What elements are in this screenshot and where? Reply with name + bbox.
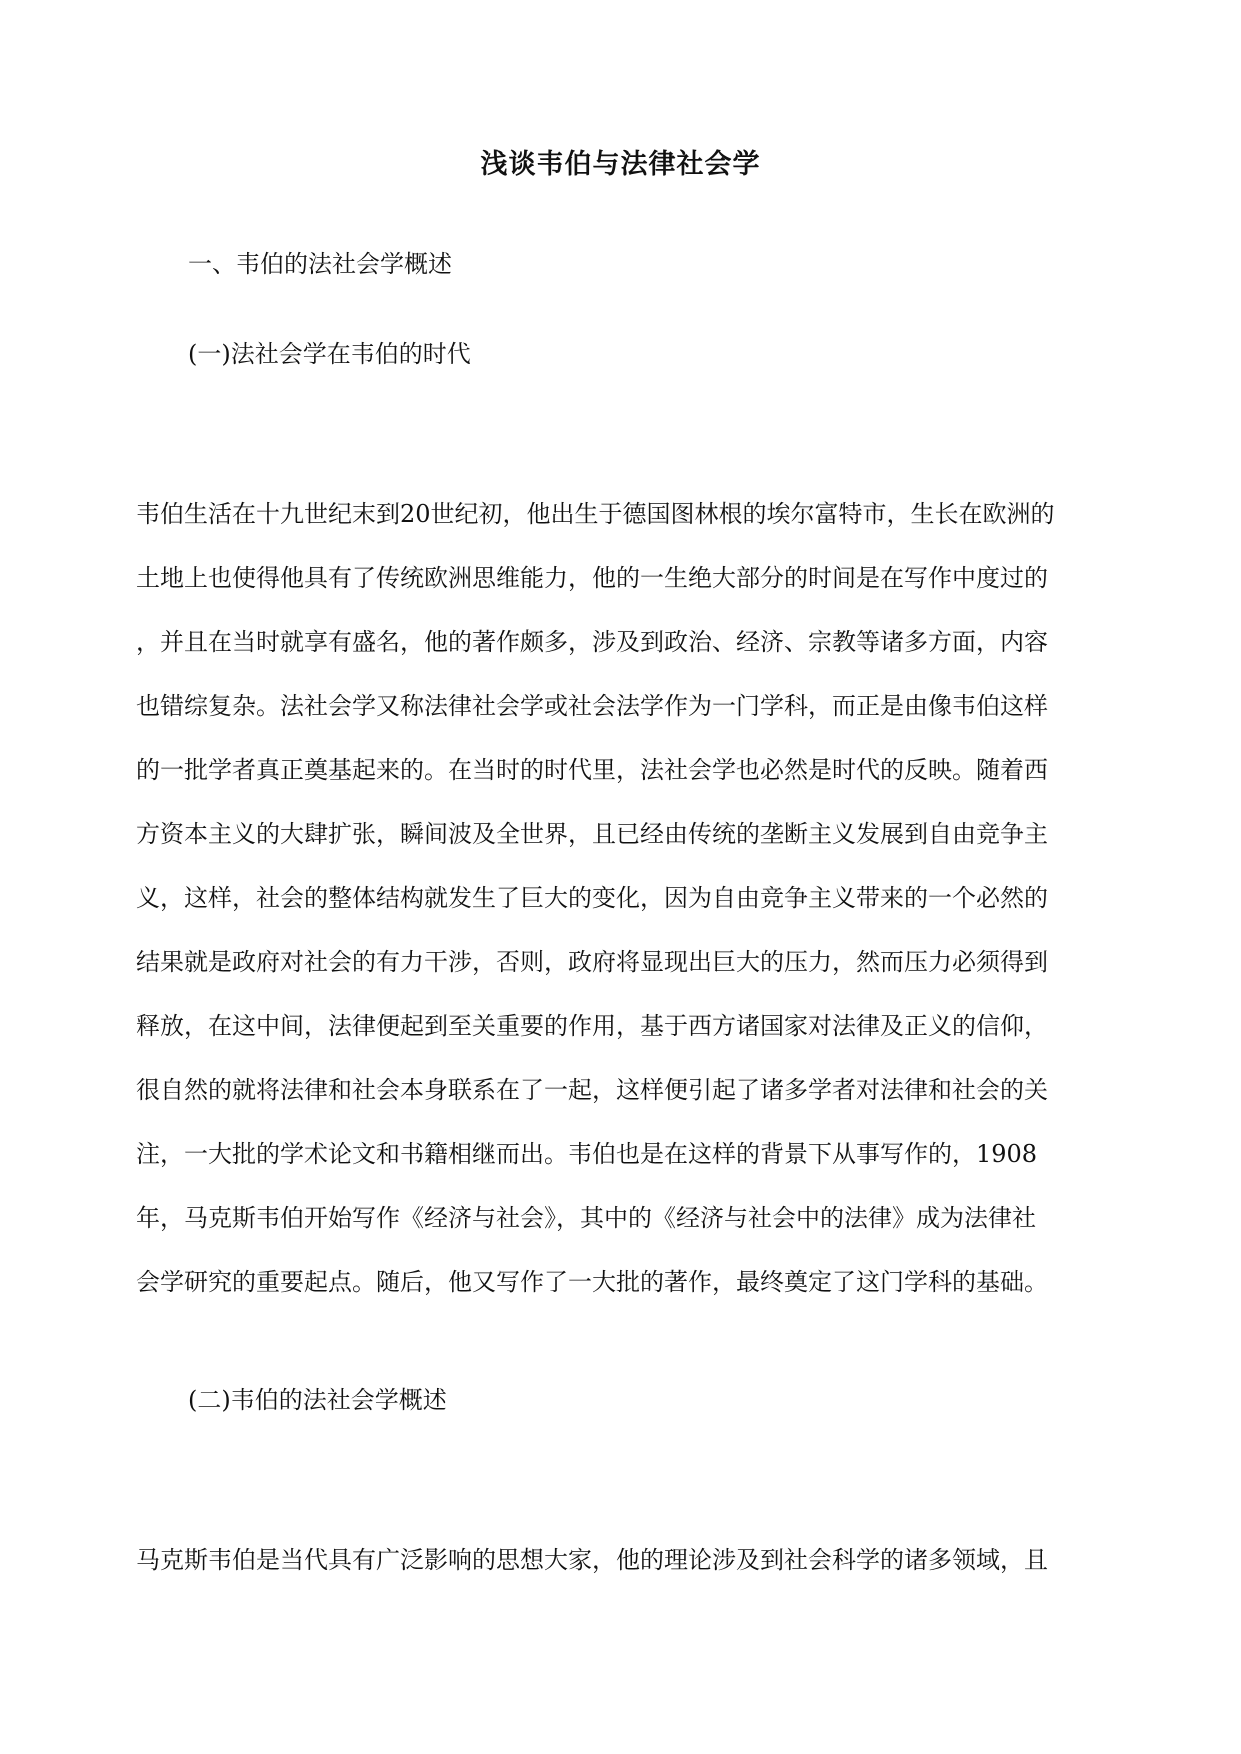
document-title: 浅谈韦伯与法律社会学: [480, 149, 761, 180]
paragraph-2: [136, 1528, 1096, 1592]
paragraph-line: 的一批学者真正奠基起来的。在当时的时代里，法社会学也必然是时代的反映。随着西: [136, 756, 1048, 784]
paragraph-line: 很自然的就将法律和社会本身联系在了一起，这样便引起了诸多学者对法律和社会的关: [136, 1076, 1048, 1104]
paragraph-line: 马克斯韦伯是当代具有广泛影响的思想大家，他的理论涉及到社会科学的诸多领域，且: [136, 1546, 1048, 1574]
paragraph-line: 也错综复杂。法社会学又称法律社会学或社会法学作为一门学科，而正是由像韦伯这样: [136, 692, 1048, 720]
paragraph-line: 方资本主义的大肆扩张，瞬间波及全世界，且已经由传统的垄断主义发展到自由竞争主: [136, 820, 1048, 848]
section-heading-1: 一、韦伯的法社会学概述: [188, 250, 452, 278]
paragraph-line: 年，马克斯韦伯开始写作《经济与社会》，其中的《经济与社会中的法律》成为法律社: [136, 1204, 1036, 1232]
paragraph-line: 注，一大批的学术论文和书籍相继而出。韦伯也是在这样的背景下从事写作的，1908: [136, 1140, 1038, 1168]
paragraph-line: ，并且在当时就享有盛名，他的著作颇多，涉及到政治、经济、宗教等诸多方面，内容: [136, 628, 1048, 656]
paragraph-1: [136, 482, 1096, 1314]
paragraph-line: 义，这样，社会的整体结构就发生了巨大的变化，因为自由竞争主义带来的一个必然的: [136, 884, 1048, 912]
subsection-heading-1-2: (二)韦伯的法社会学概述: [188, 1386, 447, 1414]
subsection-heading-1-1: (一)法社会学在韦伯的时代: [188, 340, 471, 368]
paragraph-line: 土地上也使得他具有了传统欧洲思维能力，他的一生绝大部分的时间是在写作中度过的: [136, 564, 1048, 592]
paragraph-line: 释放，在这中间，法律便起到至关重要的作用，基于西方诸国家对法律及正义的信仰，: [136, 1012, 1048, 1040]
paragraph-line: 会学研究的重要起点。随后，他又写作了一大批的著作，最终奠定了这门学科的基础。: [136, 1268, 1048, 1296]
paragraph-line: 结果就是政府对社会的有力干涉，否则，政府将显现出巨大的压力，然而压力必须得到: [136, 948, 1048, 976]
paragraph-line: 韦伯生活在十九世纪末到20世纪初，他出生于德国图林根的埃尔富特市，生长在欧洲的: [136, 500, 1055, 528]
